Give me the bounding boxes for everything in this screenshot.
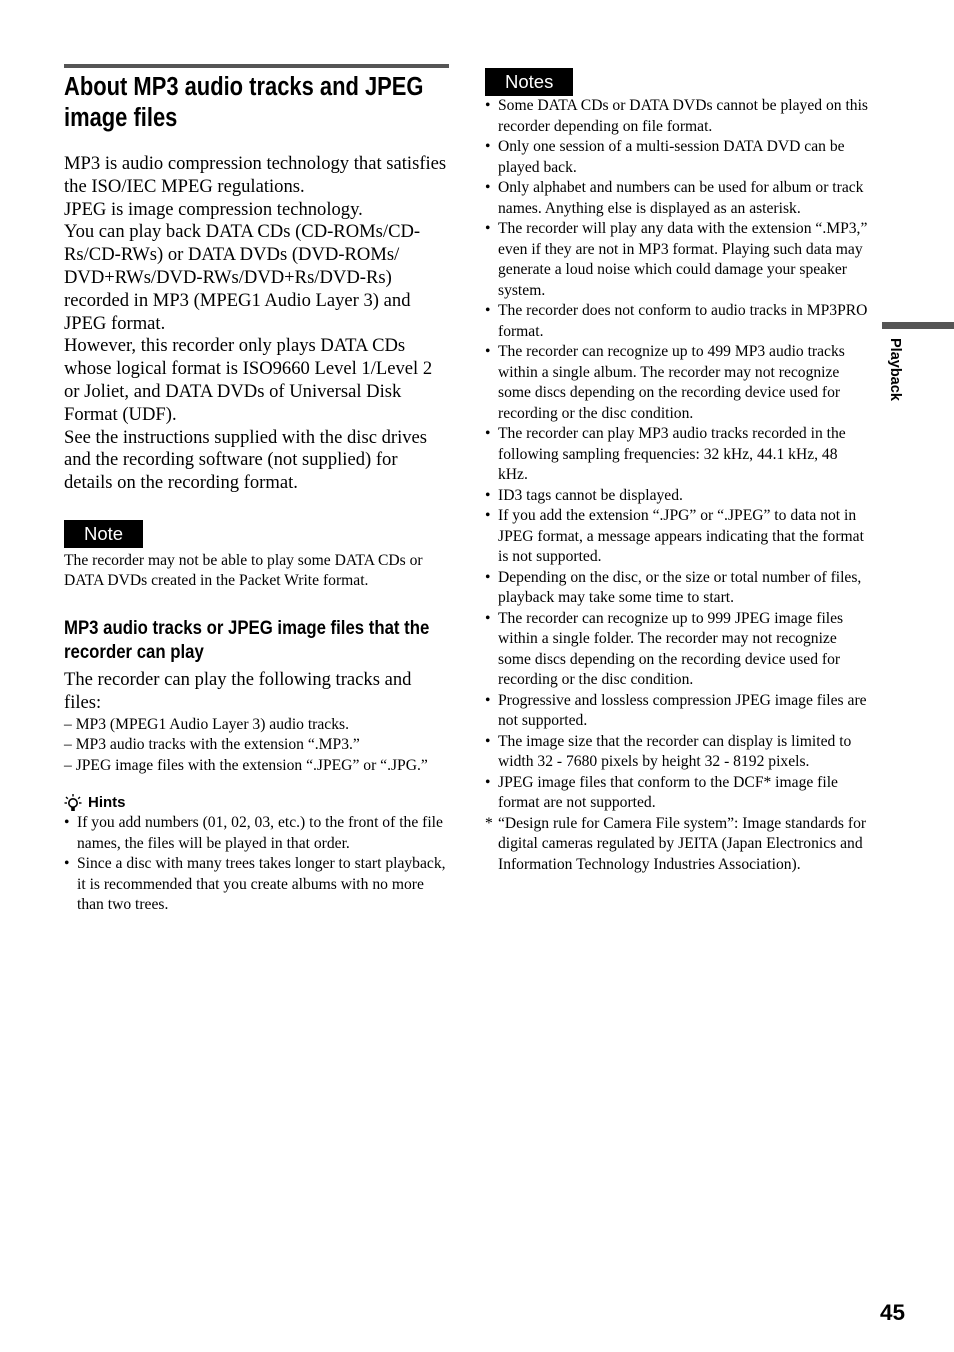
list-item <box>485 486 870 507</box>
intro-paragraph: You can play back DATA CDs (CD-ROMs/CD-Rs/CD-RWs) or DATA DVDs (DVD-ROMs/ DVD+RWs/DVD-RWs/DVD+Rs/DVD-Rs) recorded in MP3 (MPEG1 Audio Layer 3) and JPEG format. <box>64 221 421 334</box>
list-item-text: Only one session of a multi-session DATA DVD can be played back. <box>498 138 845 176</box>
list-item <box>485 219 870 301</box>
playable-heading: MP3 audio tracks or JPEG image files that the recorder can play <box>64 616 430 663</box>
title-rule <box>64 64 449 68</box>
list-item-text: The recorder does not conform to audio tracks in MP3PRO format. <box>498 302 868 340</box>
notes-badge: Notes <box>485 68 573 96</box>
list-item <box>485 301 870 342</box>
list-marker: • <box>485 691 491 709</box>
list-item-text: The recorder can play MP3 audio tracks recorded in the following sampling frequencies: 32 kHz, 44.1 kHz, 48 kHz. <box>498 425 846 483</box>
list-item-text: If you add the extension “.JPG” or “.JPEG” to data not in JPEG format, a message appears indicating that the format is not supported. <box>498 507 864 565</box>
list-marker: • <box>485 568 491 586</box>
page-number: 45 <box>880 1300 906 1325</box>
list-item-text: “Design rule for Camera File system”: Image standards for digital cameras regulated by JEITA (Japan Electronics and Information Technology Industries Association). <box>498 814 867 873</box>
list-item-text: The recorder will play any data with the extension “.MP3,” even if they are not in MP3 format. Playing such data may generate a loud noise which could damage your speaker system. <box>498 220 868 299</box>
list-marker: • <box>485 609 491 627</box>
list-marker: • <box>485 486 491 504</box>
list-marker: * <box>485 814 493 832</box>
list-item <box>485 178 870 219</box>
intro-paragraph: MP3 is audio compression technology that satisfies the ISO/IEC MPEG regulations. <box>64 153 447 197</box>
list-item-text: Depending on the disc, or the size or total number of files, playback may take some time to start. <box>498 568 862 606</box>
list-marker: • <box>485 732 491 750</box>
list-marker: • <box>485 773 491 791</box>
list-item <box>485 691 870 732</box>
right-column <box>485 68 870 875</box>
list-item: – JPEG image files with the extension “.JPEG” or “.JPG.” <box>64 756 428 774</box>
list-item-text: Progressive and lossless compression JPEG image files are not supported. <box>498 691 867 729</box>
list-item: • If you add numbers (01, 02, 03, etc.) to the front of the file names, the files will be played in that order. <box>64 814 443 852</box>
hints-label: Hints <box>88 794 126 812</box>
list-item <box>485 342 870 424</box>
list-item-text: The recorder can recognize up to 999 JPEG image files within a single folder. The recorder may not recognize some discs depending on the recording device used for recording or the disc condition. <box>498 609 844 688</box>
list-item-text: The image size that the recorder can display is limited to width 32 - 7680 pixels by height 32 - 8192 pixels. <box>498 732 852 770</box>
list-item: – MP3 (MPEG1 Audio Layer 3) audio tracks. <box>64 715 349 733</box>
list-item: – MP3 audio tracks with the extension “.MP3.” <box>64 736 360 754</box>
list-marker: • <box>485 220 491 237</box>
list-item <box>485 773 870 814</box>
list-item <box>485 137 870 178</box>
playable-intro: The recorder can play the following tracks and files: <box>64 668 412 713</box>
list-marker: • <box>485 97 491 114</box>
list-item-text: The recorder can recognize up to 499 MP3 audio tracks within a single album. The recorder may not recognize some discs depending on the recording device used for recording or the disc condition. <box>498 343 845 422</box>
list-item <box>485 732 870 773</box>
list-item <box>485 609 870 691</box>
list-marker: • <box>485 302 491 319</box>
list-item <box>485 424 870 486</box>
list-item-text: JPEG image files that conform to the DCF* image file format are not supported. <box>498 773 838 811</box>
list-item <box>485 568 870 609</box>
list-marker: • <box>485 425 491 442</box>
list-marker: • <box>485 179 491 196</box>
list-item <box>485 814 870 876</box>
list-item <box>485 96 870 137</box>
list-item: • Since a disc with many trees takes longer to start playback, it is recommended that you create albums with no more than two trees. <box>64 855 446 914</box>
hints-header <box>64 793 449 813</box>
intro-paragraph: However, this recorder only plays DATA CDs whose logical format is ISO9660 Level 1/Level 2 or Joliet, and DATA DVDs of Universal Disk Format (UDF). <box>64 335 433 425</box>
list-item-text: Only alphabet and numbers can be used for album or track names. Anything else is displayed as an asterisk. <box>498 179 864 217</box>
note-badge: Note <box>64 520 143 548</box>
list-marker: • <box>485 343 491 360</box>
notes-list <box>485 96 870 875</box>
intro-paragraph: JPEG is image compression technology. <box>64 198 363 220</box>
list-item-text: ID3 tags cannot be displayed. <box>498 486 683 504</box>
list-marker: • <box>485 507 491 524</box>
list-marker: • <box>485 138 491 155</box>
list-item <box>485 506 870 568</box>
side-tab-bar <box>882 322 954 329</box>
hints-list <box>64 813 449 916</box>
intro-section <box>64 153 449 495</box>
lightbulb-icon <box>64 793 82 813</box>
playable-list <box>64 715 449 777</box>
side-tab-label: Playback <box>887 338 903 401</box>
left-column <box>64 64 449 916</box>
note-text: The recorder may not be able to play some DATA CDs or DATA DVDs created in the Packet Write format. <box>64 551 423 590</box>
list-item-text: Some DATA CDs or DATA DVDs cannot be played on this recorder depending on file format. <box>498 97 868 135</box>
intro-paragraph: See the instructions supplied with the disc drives and the recording software (not supplied) for details on the recording format. <box>64 426 428 494</box>
page-title: About MP3 audio tracks and JPEG image files <box>64 73 424 132</box>
